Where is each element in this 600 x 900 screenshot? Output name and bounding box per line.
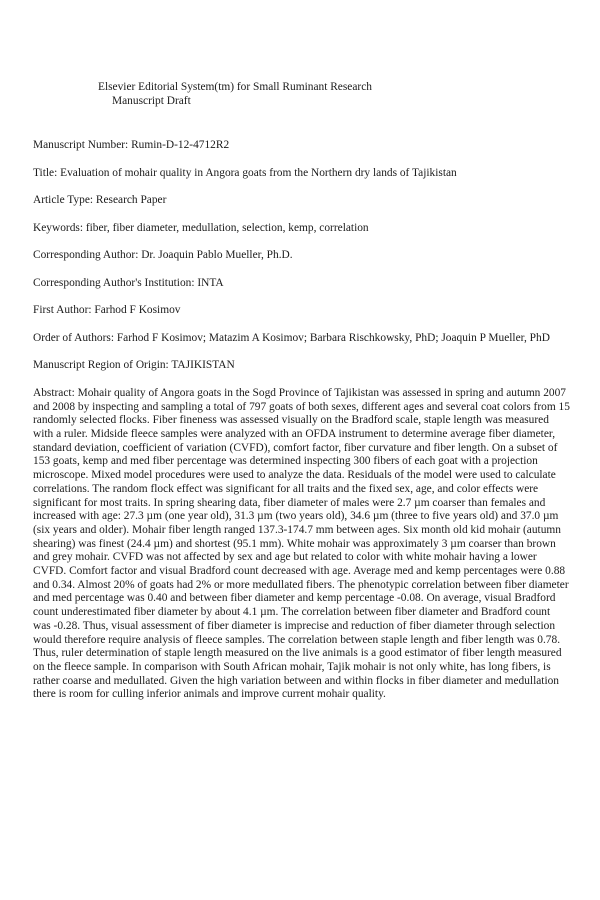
editorial-system-header bbox=[33, 81, 570, 108]
article-type-line: Article Type: Research Paper bbox=[33, 194, 167, 207]
manuscript-number-line: Manuscript Number: Rumin-D-12-4712R2 bbox=[33, 139, 230, 152]
corresponding-institution-line: Corresponding Author's Institution: INTA bbox=[33, 276, 224, 289]
first-author-line: First Author: Farhod F Kosimov bbox=[33, 304, 181, 317]
manuscript-draft-label: Manuscript Draft bbox=[112, 94, 191, 107]
abstract-text: Abstract: Mohair quality of Angora goats in the Sogd Province of Tajikistan was assessed in spring and autumn 2007 and 2008 by inspecting and sampling a total of 797 goats of both sexes, different ages and several coat colors from 15 randomly selected flocks. Fiber fineness was assessed visually on the Bradford scale, staple length was measured with a ruler. Midside fleece samples were analyzed with an OFDA instrument to determine average fiber diameter, standard deviation, coefficient of variation (CVFD), comfort factor, fiber curvature and fiber length. On a subset of 153 goats, kemp and med fiber percentage was determined inspecting 300 fibers of each goat with a projection microscope. Mixed model procedures were used to analyze the data. Residuals of the model were used to calculate correlations. The random flock effect was significant for all traits and the fixed sex, age, and color effects were significant for most traits. In spring shearing data, fiber diameter of males were 2.7 µm coarser than females and increased with age: 27.3 µm (one year old), 31.3 µm (two years old), 34.6 µm (three to five years old) and 37.0 µm (six years and older). Mohair fiber length ranged 137.3-174.7 mm between ages. Six month old kid mohair (autumn shearing) was finest (24.4 µm) and shortest (95.1 mm). White mohair was approximately 3 µm coarser than brown and grey mohair. CVFD was not affected by sex and age but related to color with white mohair having a lower CVFD. Comfort factor and visual Bradford count decreased with age. Average med and kemp percentages were 0.88 and 0.34. Almost 20% of goats had 2% or more medullated fibers. The phenotypic correlation between fiber diameter and med percentage was 0.40 and between fiber diameter and kemp percentage -0.08. On average, visual Bradford count underestimated fiber diameter by about 4.1 µm. The correlation between fiber diameter and Bradford count was -0.28. Thus, visual assessment of fiber diameter is imprecise and reduction of fiber diameter through selection would therefore require analysis of fleece samples. The correlation between staple length and fiber length was 0.78. Thus, ruler determination of staple length measured on the live animals is a good estimator of fiber length measured on the fleece sample. In comparison with South African mohair, Tajik mohair is not only white, has long fibers, is rather coarse and medullated. Given the high variation between and within flocks in fiber diameter and medullation there is room for culling inferior animals and improve current mohair quality. bbox=[33, 386, 570, 701]
keywords-line: Keywords: fiber, fiber diameter, medullation, selection, kemp, correlation bbox=[33, 221, 369, 234]
editorial-system-title: Elsevier Editorial System(tm) for Small Ruminant Research bbox=[98, 81, 372, 93]
corresponding-author-line: Corresponding Author: Dr. Joaquin Pablo Mueller, Ph.D. bbox=[33, 249, 293, 262]
title-line: Title: Evaluation of mohair quality in Angora goats from the Northern dry lands of Tajikistan bbox=[33, 166, 457, 179]
region-of-origin-line: Manuscript Region of Origin: TAJIKISTAN bbox=[33, 359, 235, 372]
order-of-authors-line: Order of Authors: Farhod F Kosimov; Matazim A Kosimov; Barbara Rischkowsky, PhD; Joaquin P Mueller, PhD bbox=[33, 331, 550, 344]
